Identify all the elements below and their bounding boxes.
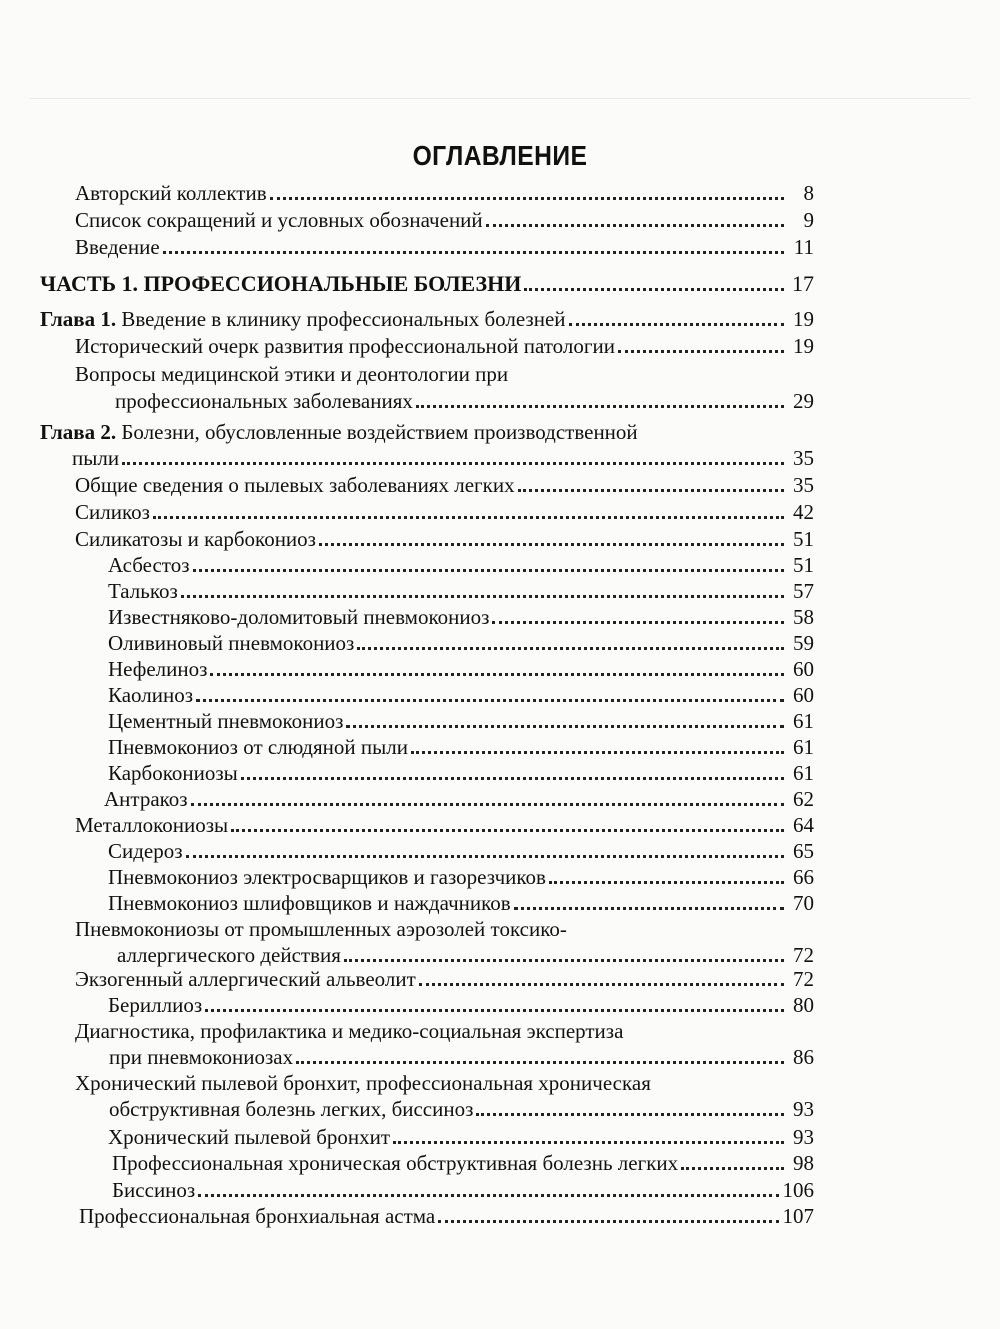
toc-entry[interactable] [75,1018,814,1070]
toc-entry[interactable] [75,472,814,498]
toc-entry-title-line2: аллергического действия [117,943,341,967]
toc-page-number: 60 [793,657,814,681]
toc-entry-title: Профессиональная бронхиальная астма [79,1204,436,1228]
toc-entry-title: Общие сведения о пылевых заболеваниях легких [75,473,515,497]
toc-page-number: 8 [803,181,814,205]
toc-entry-title: Силикоз [75,500,150,524]
toc-entry[interactable] [108,552,814,578]
toc-page-number: 64 [793,813,814,837]
chapter-label: Глава 2. [40,420,117,444]
page-title: ОГЛАВЛЕНИЕ [412,140,588,171]
toc-page-number: 72 [793,943,814,967]
toc-entry-title-line1: Пневмокониозы от промышленных аэрозолей токсико- [75,917,567,941]
toc-entry[interactable] [75,361,814,414]
toc-entry-title: Пневмокониоз электросварщиков и газорезчиков [108,865,546,889]
toc-entry[interactable] [108,630,814,656]
toc-page-number: 19 [793,307,814,331]
toc-entry-title: Хронический пылевой бронхит [108,1125,391,1149]
toc-entry[interactable] [75,812,814,838]
toc-entry[interactable] [75,234,814,260]
toc-entry[interactable] [108,682,814,708]
toc-page-number: 86 [793,1045,814,1069]
toc-entry-title: Каолиноз [108,683,194,707]
toc-entry-title: Антракоз [104,787,188,811]
toc-entry[interactable] [108,708,814,734]
toc-page-number: 70 [793,891,814,915]
toc-entry[interactable] [75,1070,814,1122]
toc-page-number: 61 [793,709,814,733]
toc-page-number: 29 [793,389,814,413]
toc-entry-title: Силикатозы и карбокониоз [75,527,316,551]
toc-entry[interactable] [108,656,814,682]
toc-entry[interactable] [108,734,814,760]
toc-page-number: 61 [793,735,814,759]
toc-entry-title: Пневмокониоз от слюдяной пыли [108,735,408,759]
toc-page-number: 57 [793,579,814,603]
toc-entry[interactable] [108,992,814,1018]
toc-entry-title: Бериллиоз [108,993,203,1017]
toc-page-number: 72 [793,967,814,991]
toc-page-number: 80 [793,993,814,1017]
toc-entry-title: ЧАСТЬ 1. ПРОФЕССИОНАЛЬНЫЕ БОЛЕЗНИ [40,271,522,296]
toc-page-number: 66 [793,865,814,889]
toc-entry-title-line2: пыли [72,446,120,470]
toc-entry[interactable] [75,180,814,206]
toc-entry-title: Нефелиноз [108,657,208,681]
toc-entry-title: Профессиональная хроническая обструктивная болезнь легких [112,1151,679,1175]
toc-entry-title: Асбестоз [108,553,190,577]
toc-page-number: 107 [782,1204,814,1228]
toc-entry[interactable] [108,838,814,864]
toc-entry-title-line1: Вопросы медицинской этики и деонтологии при [75,362,509,386]
toc-page-number: 19 [793,334,814,358]
toc-entry-title-line1: Хронический пылевой бронхит, профессиональная хроническая [75,1071,651,1095]
toc-entry[interactable] [112,1177,814,1203]
toc-entry-title: Оливиновый пневмокониоз [108,631,355,655]
toc-page-number: 65 [793,839,814,863]
toc-page-number: 9 [803,208,814,232]
toc-entry-title: Авторский коллектив [75,181,267,205]
toc-entry-title: Экзогенный аллергический альвеолит [75,967,416,991]
toc-entry[interactable] [75,966,814,992]
toc-entry-title: Металлокониозы [75,813,229,837]
toc-entry[interactable] [79,1203,814,1229]
toc-page-number: 51 [793,553,814,577]
toc-entry[interactable] [75,526,814,552]
toc-entry-title-line1: Диагностика, профилактика и медико-социальная экспертиза [75,1019,624,1043]
toc-entry-title-line2: при пневмокониозах [109,1045,294,1069]
toc-page-number: 62 [793,787,814,811]
toc-page-number: 93 [793,1125,814,1149]
toc-entry-title: Цементный пневмокониоз [108,709,344,733]
toc-entry[interactable] [108,760,814,786]
toc-entry-title-line1: Болезни, обусловленные воздействием производственной [116,420,638,444]
toc-page-number: 58 [793,605,814,629]
toc-entry-title: Сидероз [108,839,183,863]
toc-entry[interactable] [108,604,814,630]
toc-entry-title: Исторический очерк развития профессиональной патологии [75,334,615,358]
toc-entry[interactable] [75,207,814,233]
toc-chapter-entry[interactable] [40,419,814,471]
toc-entry[interactable] [108,890,814,916]
toc-page-number: 17 [792,271,814,296]
toc-entry[interactable] [108,864,814,890]
toc-page-number: 106 [782,1178,814,1202]
toc-page-number: 60 [793,683,814,707]
toc-page-number: 93 [793,1097,814,1121]
toc-entry-title-line2: обструктивная болезнь легких, биссиноз [109,1097,474,1121]
toc-entry[interactable] [108,1124,814,1150]
toc-entry-title: Карбокониозы [108,761,238,785]
toc-page-number: 42 [793,500,814,524]
toc-part-entry[interactable] [40,271,814,297]
toc-entry[interactable] [104,786,814,812]
toc-page-number: 98 [793,1151,814,1175]
toc-entry[interactable] [75,333,814,359]
toc-entry[interactable] [112,1150,814,1176]
toc-entry-title: Пневмокониоз шлифовщиков и наждачников [108,891,511,915]
toc-page-number: 35 [793,473,814,497]
toc-entry-title: Введение [75,235,160,259]
toc-entry-title: Известняково-доломитовый пневмокониоз [108,605,490,629]
toc-entry-title: Введение в клинику профессиональных болезней [116,307,566,331]
toc-page-number: 51 [793,527,814,551]
toc-entry[interactable] [75,916,814,968]
toc-page-number: 59 [793,631,814,655]
toc-entry-title: Талькоз [108,579,178,603]
toc-entry-title: Список сокращений и условных обозначений [75,208,483,232]
bleed-through-header [0,88,1000,110]
chapter-label: Глава 1. [40,307,117,331]
toc-entry-title: Биссиноз [112,1178,196,1202]
toc-page-number: 11 [793,235,814,259]
toc-entry[interactable] [75,499,814,525]
toc-page-number: 61 [793,761,814,785]
toc-page-number: 35 [793,446,814,470]
toc-entry[interactable] [108,578,814,604]
toc-entry-title-line2: профессиональных заболеваниях [115,389,413,413]
toc-chapter-entry[interactable] [40,306,814,332]
